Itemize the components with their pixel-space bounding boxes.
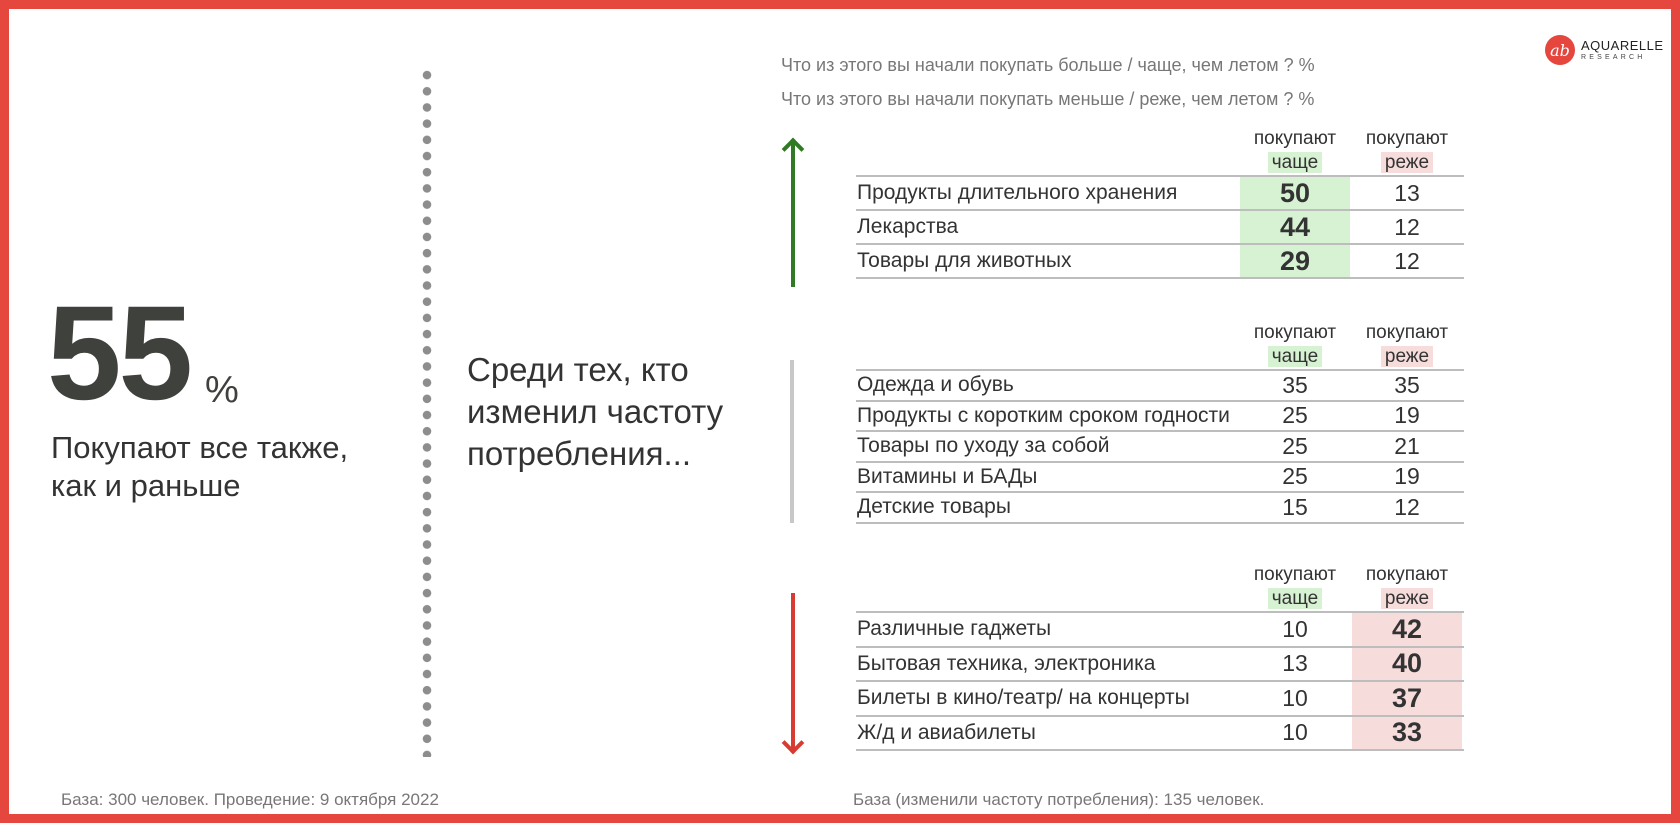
footer-base-left: База: 300 человек. Проведение: 9 октября 2022 <box>61 790 439 809</box>
row-label: Билеты в кино/театр/ на концерты <box>857 686 1190 710</box>
header-buy-label: покупают <box>1253 128 1337 149</box>
table-header <box>856 321 1464 369</box>
header-buy-label: покупают <box>1253 564 1337 585</box>
headline-number: 55 <box>47 279 191 428</box>
table-header <box>856 127 1464 175</box>
header-buy-label: покупают <box>1253 322 1337 343</box>
value-more: 50 <box>1240 177 1350 209</box>
table-header <box>856 563 1464 611</box>
table-row <box>856 245 1464 279</box>
value-more: 25 <box>1282 463 1308 490</box>
value-more: 25 <box>1282 432 1308 459</box>
header-less-label: реже <box>1381 588 1433 609</box>
value-less: 42 <box>1352 613 1462 646</box>
row-label: Одежда и обувь <box>857 373 1014 397</box>
table-row <box>856 613 1464 648</box>
logo-text <box>1581 39 1664 61</box>
row-label: Продукты длительного хранения <box>857 181 1178 204</box>
row-label: Детские товары <box>857 495 1011 519</box>
header-more-label: чаще <box>1268 152 1322 173</box>
table-row <box>856 177 1464 211</box>
header-buy-label: покупают <box>1365 564 1449 585</box>
header-less <box>1352 321 1462 369</box>
value-less: 19 <box>1394 402 1420 429</box>
table-neutral <box>856 321 1464 524</box>
value-less: 13 <box>1394 179 1420 206</box>
table-buy-less <box>856 563 1464 751</box>
slide <box>9 9 1671 814</box>
header-more <box>1240 563 1350 611</box>
row-label: Ж/д и авиабилеты <box>857 720 1036 744</box>
header-less <box>1352 563 1462 611</box>
row-label: Товары для животных <box>857 249 1072 272</box>
headline-percent: % <box>205 369 239 411</box>
table-row <box>856 432 1464 463</box>
header-more <box>1240 321 1350 369</box>
value-more: 15 <box>1282 493 1308 520</box>
value-more: 13 <box>1282 650 1308 677</box>
value-less: 40 <box>1352 648 1462 681</box>
logo-mark-icon: ab <box>1545 35 1575 65</box>
table-row <box>856 648 1464 683</box>
row-label: Лекарства <box>857 215 959 238</box>
arrow-up-icon <box>791 143 795 287</box>
logo-line2: RESEARCH <box>1581 54 1646 61</box>
header-more <box>1240 127 1350 175</box>
middle-line1: Среди тех, кто <box>467 351 689 388</box>
value-more: 10 <box>1282 719 1308 746</box>
table-row <box>856 402 1464 433</box>
row-label: Продукты с коротким сроком годности <box>857 403 1230 427</box>
value-more: 29 <box>1240 245 1350 277</box>
table-row <box>856 463 1464 494</box>
neutral-bar <box>790 360 794 523</box>
value-more: 44 <box>1240 211 1350 243</box>
table-row <box>856 371 1464 402</box>
value-less: 21 <box>1394 432 1420 459</box>
middle-statement <box>467 349 723 475</box>
header-less-label: реже <box>1381 152 1433 173</box>
row-label: Витамины и БАДы <box>857 464 1038 488</box>
value-less: 33 <box>1352 717 1462 750</box>
header-less <box>1352 127 1462 175</box>
header-buy-label: покупают <box>1365 128 1449 149</box>
headline-caption <box>51 429 348 505</box>
dotted-divider <box>422 67 432 757</box>
middle-line2: изменил частоту <box>467 393 724 430</box>
header-less-label: реже <box>1381 346 1433 367</box>
value-less: 12 <box>1394 493 1420 520</box>
table-row <box>856 211 1464 245</box>
value-more: 10 <box>1282 684 1308 711</box>
value-more: 35 <box>1282 371 1308 398</box>
value-less: 12 <box>1394 213 1420 240</box>
brand-logo <box>1545 35 1664 65</box>
row-label: Бытовая техника, электроника <box>857 651 1156 675</box>
footer-base-right: База (изменили частоту потребления): 135 человек. <box>853 790 1265 809</box>
arrow-down-icon <box>791 593 795 749</box>
caption-line2: как и раньше <box>51 468 241 503</box>
value-more: 10 <box>1282 615 1308 642</box>
row-label: Различные гаджеты <box>857 617 1052 641</box>
header-buy-label: покупают <box>1365 322 1449 343</box>
table-row <box>856 682 1464 717</box>
value-less: 35 <box>1394 371 1420 398</box>
row-label: Товары по уходу за собой <box>857 434 1110 458</box>
header-more-label: чаще <box>1268 588 1322 609</box>
caption-line1: Покупают все также, <box>51 430 349 465</box>
table-row <box>856 493 1464 524</box>
question-more: Что из этого вы начали покупать больше / чаще, чем летом ? % <box>781 55 1315 75</box>
middle-line3: потребления... <box>467 435 692 472</box>
value-more: 25 <box>1282 402 1308 429</box>
value-less: 12 <box>1394 247 1420 274</box>
question-less: Что из этого вы начали покупать меньше / реже, чем летом ? % <box>781 89 1315 109</box>
table-row <box>856 717 1464 752</box>
table-buy-more <box>856 127 1464 279</box>
value-less: 19 <box>1394 463 1420 490</box>
logo-line1: AQUARELLE <box>1581 38 1664 53</box>
header-more-label: чаще <box>1268 346 1322 367</box>
value-less: 37 <box>1352 682 1462 715</box>
